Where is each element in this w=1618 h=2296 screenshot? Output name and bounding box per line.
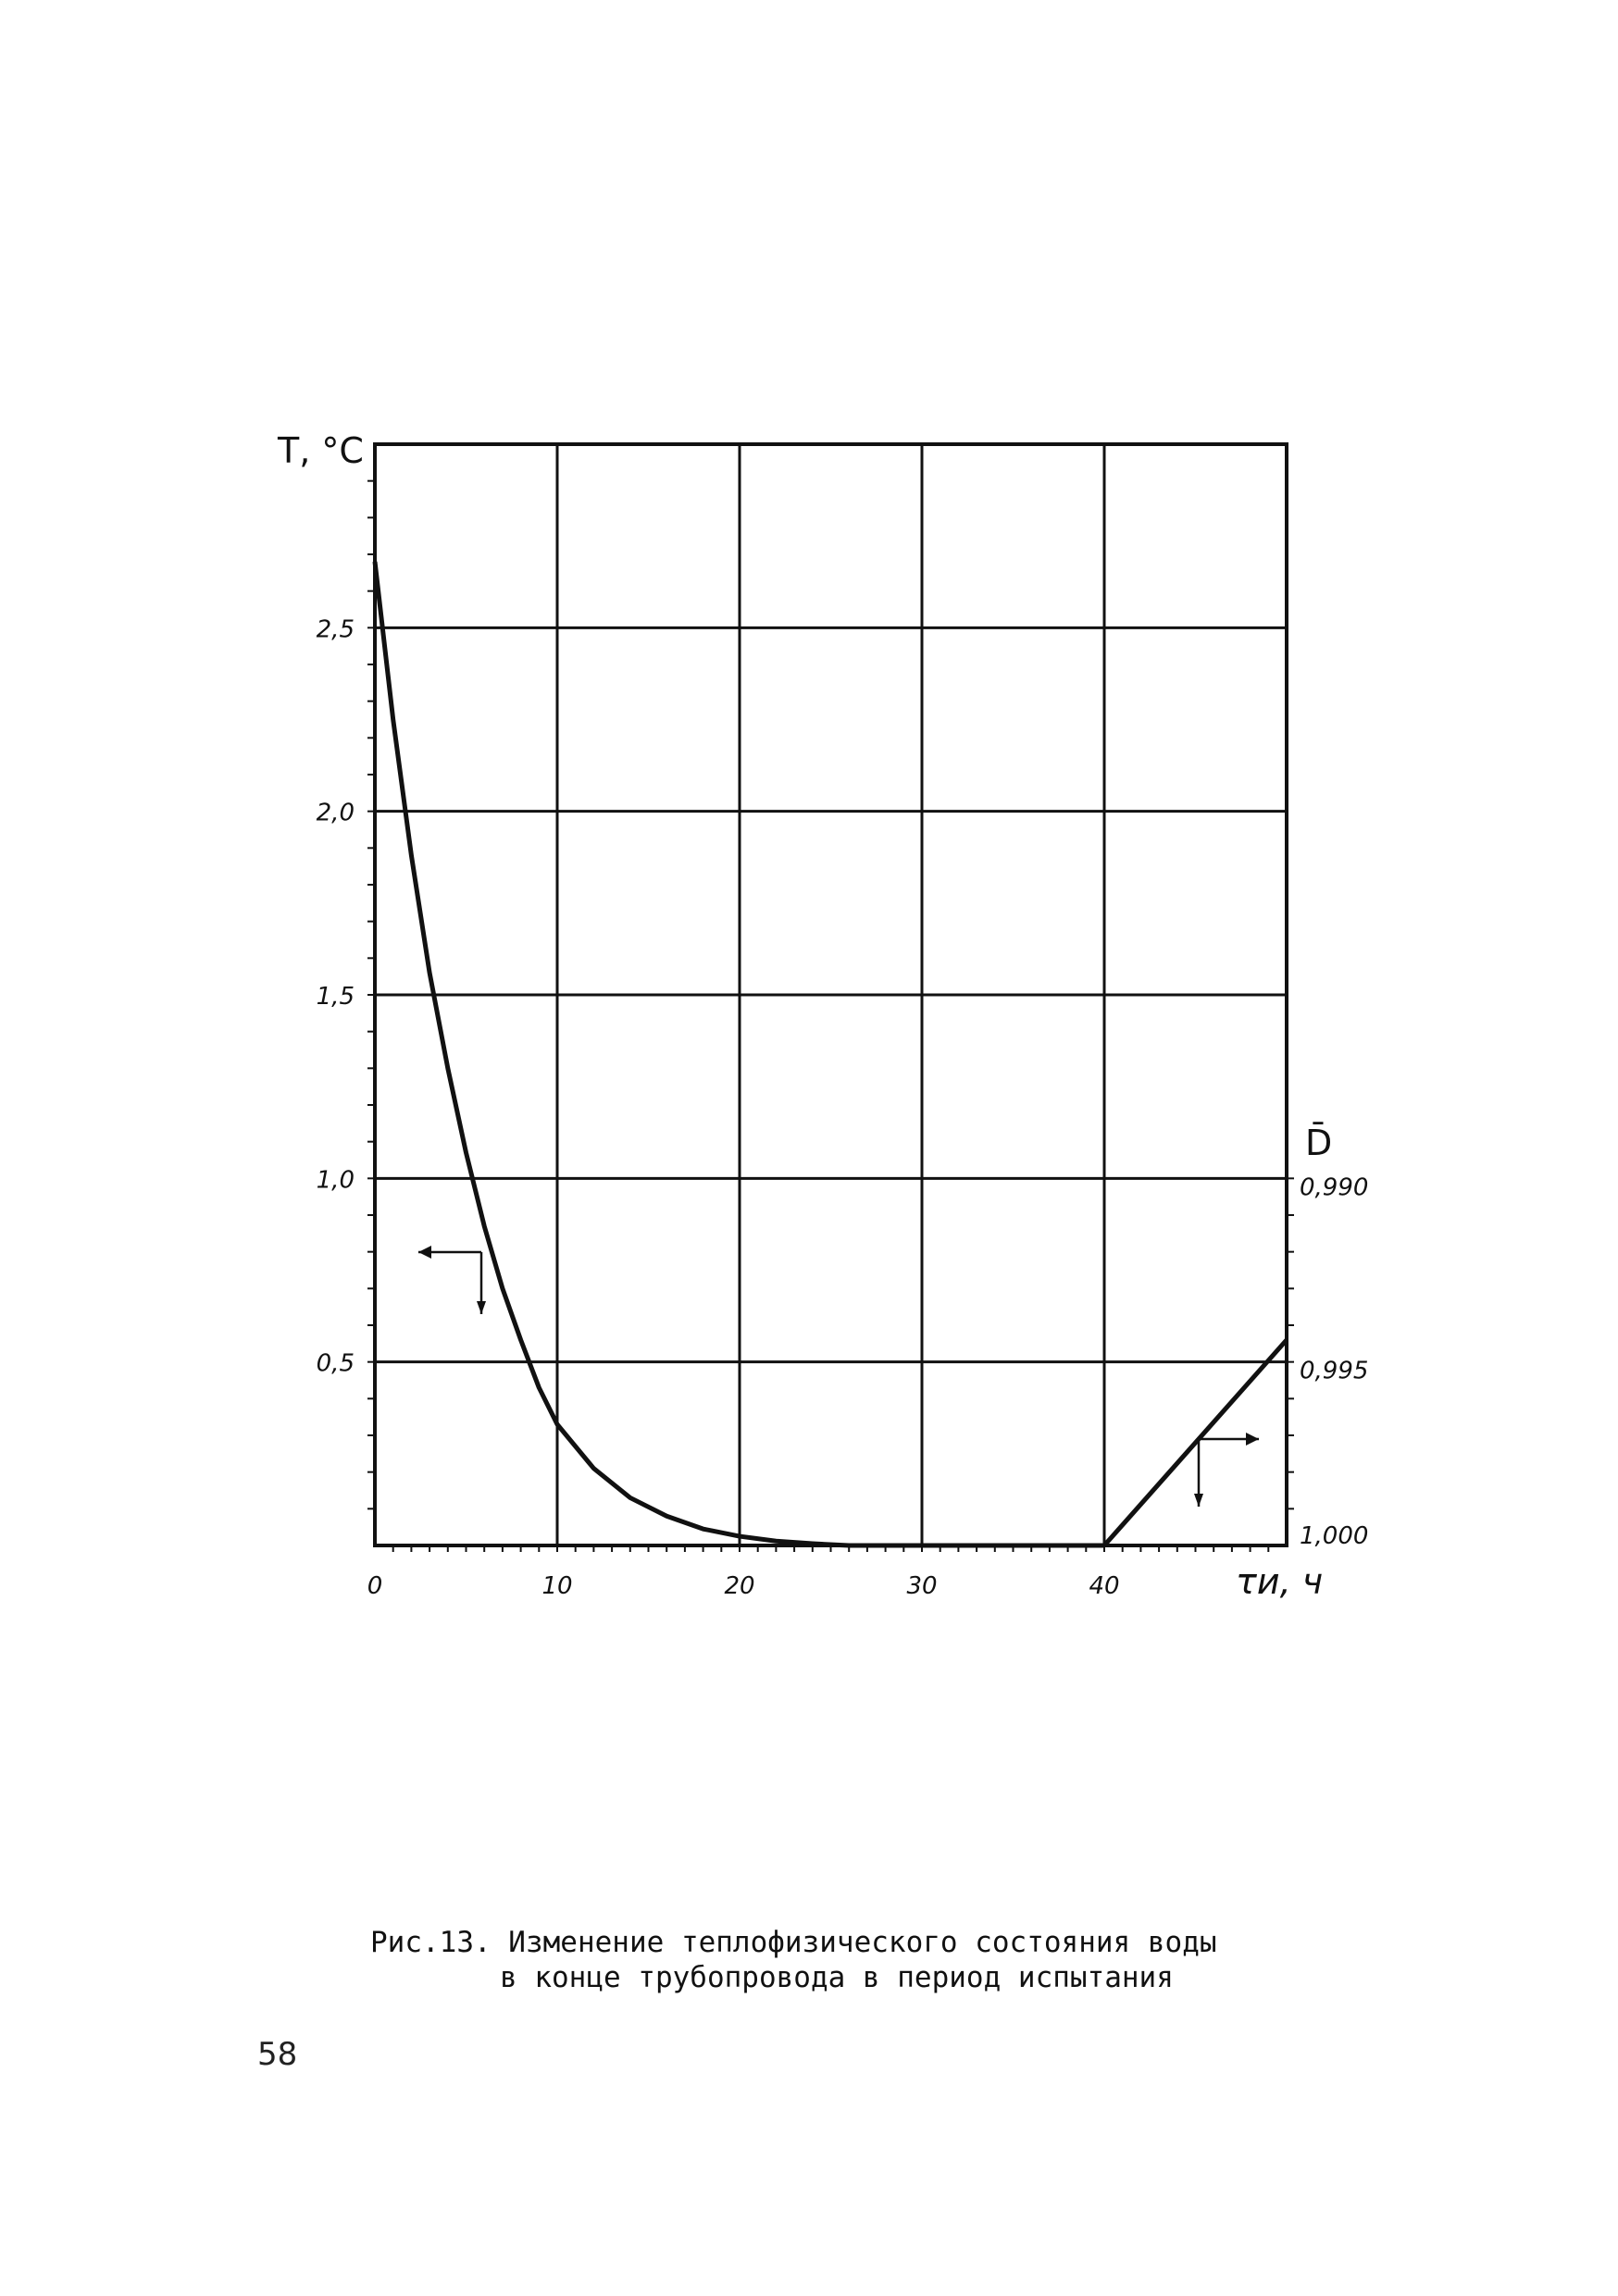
left-arrow-head-icon (418, 1246, 431, 1259)
x-tick-label: 40 (1089, 1572, 1120, 1600)
series (375, 562, 1287, 1545)
y-left-tick-label: 1,0 (316, 1166, 355, 1195)
caption-line-1: Рис.13. Изменение теплофизического состояния воды (370, 1926, 1217, 1959)
density-line (1104, 1340, 1287, 1545)
y-left-tick-label: 1,5 (316, 983, 355, 1011)
caption-line-2: в конце трубопровода в период испытания (500, 1961, 1174, 1994)
right-arrow-head-icon (1246, 1433, 1259, 1446)
y-right-tick-label: 1,000 (1300, 1522, 1369, 1550)
y-left-axis-title: T, °C (278, 430, 364, 471)
y-right-axis-title: D̄ (1305, 1123, 1333, 1163)
y-right-tick-label: 0,990 (1300, 1173, 1369, 1202)
down-arrow-right-head-icon (1194, 1494, 1203, 1507)
down-arrow-head-icon (477, 1301, 486, 1314)
page-number: 58 (257, 2036, 298, 2073)
axis-arrows (418, 1246, 1259, 1507)
x-axis-title: τи, ч (1236, 1561, 1324, 1602)
y-left-tick-label: 0,5 (316, 1349, 355, 1378)
y-left-tick-label: 2,5 (316, 615, 355, 644)
x-tick-label: 20 (724, 1572, 755, 1600)
y-left-tick-label: 2,0 (316, 799, 355, 827)
x-tick-label: 10 (541, 1572, 573, 1600)
tick-labels (317, 615, 1369, 1600)
y-right-tick-label: 0,995 (1300, 1357, 1369, 1385)
figure-caption (370, 1925, 1388, 1995)
x-tick-label: 0 (367, 1572, 383, 1600)
grid (367, 444, 1294, 1552)
x-tick-label: 30 (906, 1572, 938, 1600)
